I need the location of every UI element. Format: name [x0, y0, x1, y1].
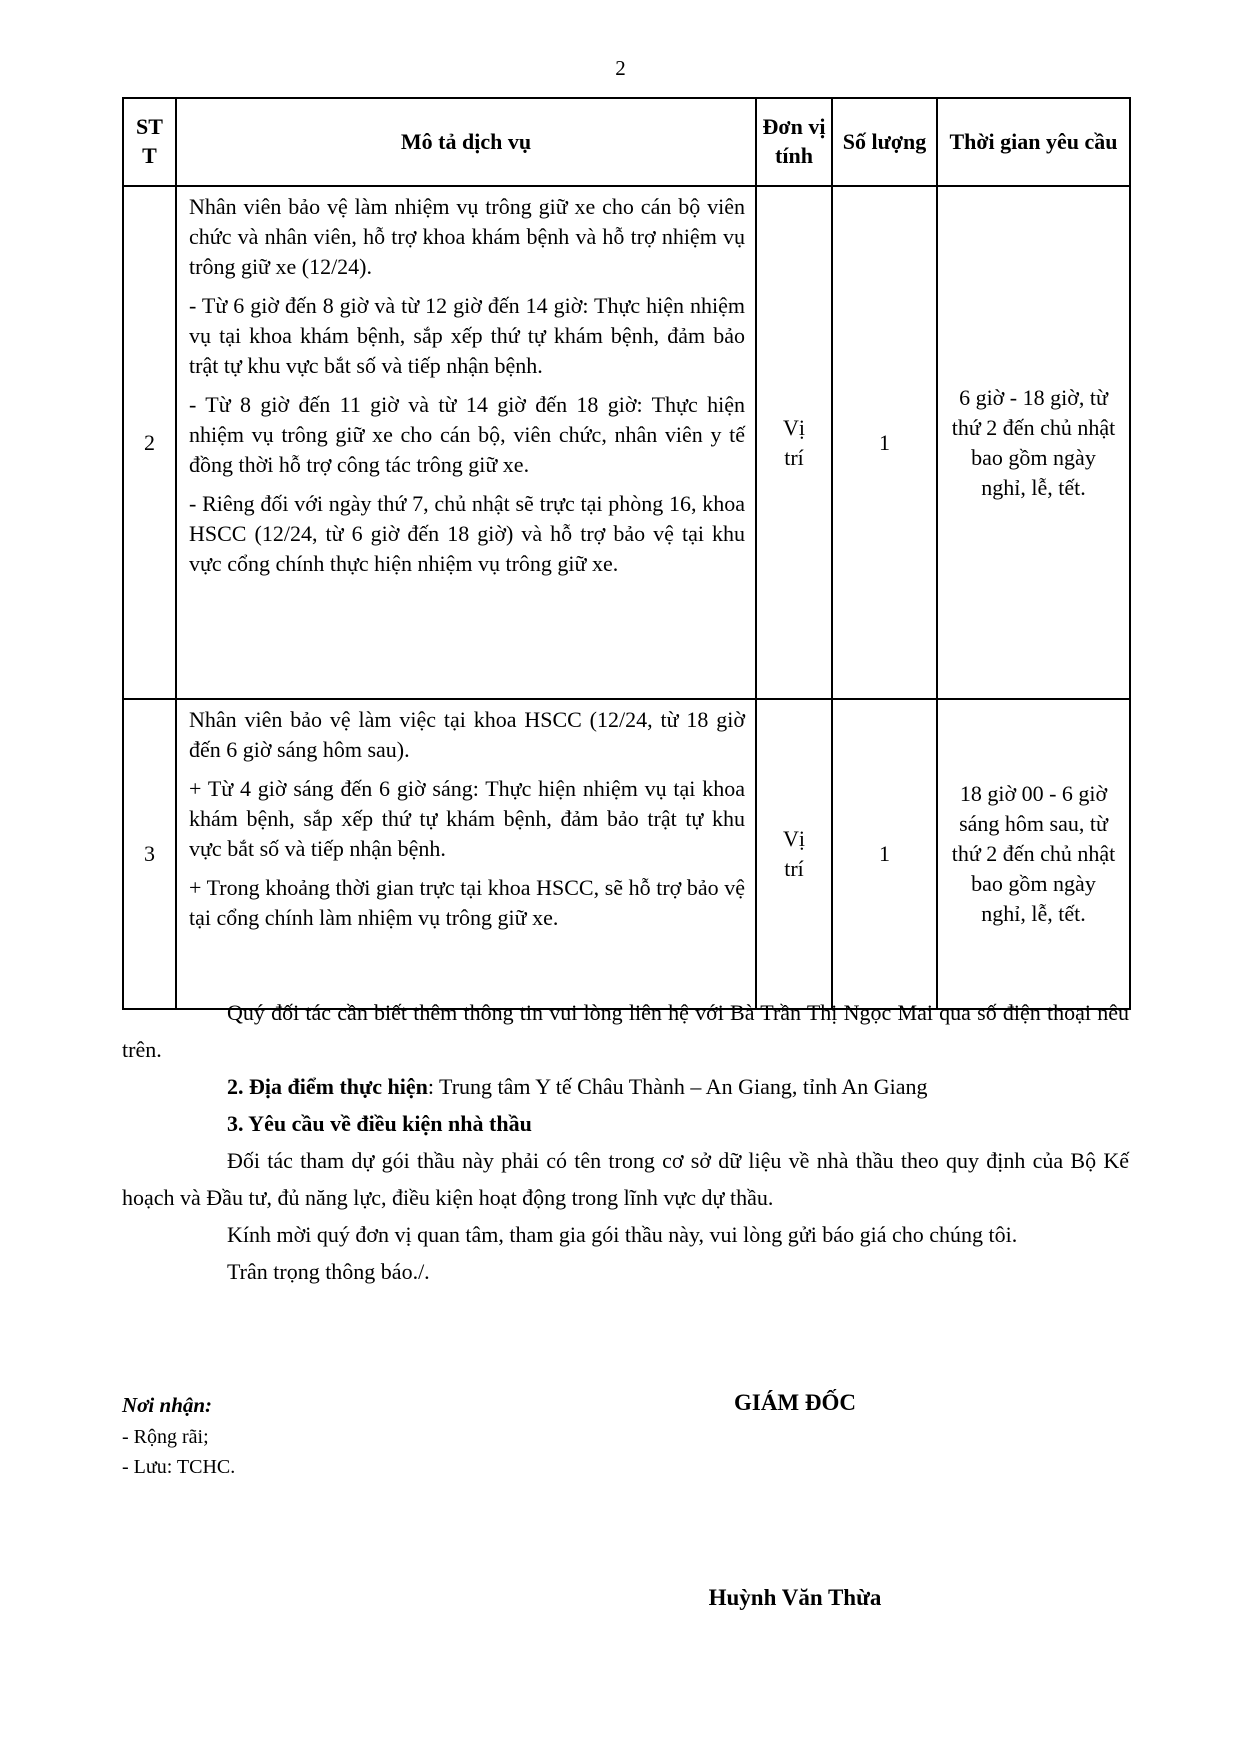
- description-paragraph: + Từ 4 giờ sáng đến 6 giờ sáng: Thực hiện nhiệm vụ tại khoa khám bệnh, sắp xếp thứ tự khám bệnh, đảm bảo trật tự khu vực bắt số và tiếp nhận bệnh.: [189, 776, 745, 861]
- service-description: [176, 699, 756, 1009]
- quantity-cell: 1: [832, 699, 937, 1009]
- table-row: [123, 699, 1130, 1009]
- service-description: [176, 186, 756, 699]
- recipients-label: Nơi nhận:: [122, 1393, 213, 1417]
- section3-label: 3. Yêu cầu về điều kiện nhà thầu: [227, 1111, 532, 1136]
- recipient-item: - Rộng rãi;: [122, 1426, 209, 1448]
- col-header-time: Thời gian yêu cầu: [937, 98, 1130, 186]
- unit-cell: [756, 699, 832, 1009]
- page-number: 2: [615, 56, 626, 80]
- services-table: [122, 97, 1131, 1010]
- description-paragraph: Nhân viên bảo vệ làm nhiệm vụ trông giữ xe cho cán bộ viên chức và nhân viên, hỗ trợ khoa khám bệnh và hỗ trợ nhiệm vụ trông giữ xe (12/24).: [189, 194, 745, 279]
- unit-value: Vị trí: [783, 414, 805, 470]
- section2-text: : Trung tâm Y tế Châu Thành – An Giang, tỉnh An Giang: [427, 1074, 928, 1099]
- section2-label: 2. Địa điểm thực hiện: [227, 1074, 428, 1099]
- col-header-quantity: Số lượng: [832, 98, 937, 186]
- closing-line: Trân trọng thông báo./.: [227, 1259, 430, 1284]
- section3-heading: [122, 1105, 1129, 1142]
- recipient-item: - Lưu: TCHC.: [122, 1456, 236, 1478]
- section2-paragraph: [122, 1068, 1129, 1105]
- col-header-stt: STT: [123, 98, 176, 186]
- description-paragraph: - Từ 8 giờ đến 11 giờ và từ 14 giờ đến 18 giờ: Thực hiện nhiệm vụ trông giữ xe cho cán bộ, viên chức, nhân viên y tế đồng thời hỗ trợ công tác trông giữ xe.: [189, 392, 745, 477]
- table-header-row: [123, 98, 1130, 186]
- time-cell: [937, 699, 1130, 1009]
- quantity-cell: 1: [832, 186, 937, 699]
- requirement-paragraph: Đối tác tham dự gói thầu này phải có tên trong cơ sở dữ liệu về nhà thầu theo quy định của Bộ Kế hoạch và Đầu tư, đủ năng lực, điều kiện hoạt động trong lĩnh vực dự thầu.: [122, 1148, 1129, 1210]
- description-paragraph: Nhân viên bảo vệ làm việc tại khoa HSCC (12/24, từ 18 giờ đến 6 giờ sáng hôm sau).: [189, 707, 745, 762]
- description-paragraph: + Trong khoảng thời gian trực tại khoa HSCC, sẽ hỗ trợ bảo vệ tại cổng chính làm nhiệm vụ trông giữ xe.: [189, 875, 745, 930]
- description-paragraph: - Riêng đối với ngày thứ 7, chủ nhật sẽ trực tại phòng 16, khoa HSCC (12/24, từ 6 giờ đến 18 giờ) và hỗ trợ bảo vệ tại khu vực cổng chính thực hiện nhiệm vụ trông giữ xe.: [189, 491, 745, 576]
- col-header-description: Mô tả dịch vụ: [176, 98, 756, 186]
- contact-paragraph: Quý đối tác cần biết thêm thông tin vui lòng liên hệ với Bà Trần Thị Ngọc Mai qua số điện thoại nêu trên.: [122, 1000, 1129, 1062]
- time-cell: [937, 186, 1130, 699]
- time-value: 6 giờ - 18 giờ, từ thứ 2 đến chủ nhật bao gồm ngày nghỉ, lễ, tết.: [951, 384, 1116, 500]
- recipients-block: [122, 1390, 235, 1482]
- unit-value: Vị trí: [783, 826, 805, 881]
- signature-title: GIÁM ĐỐC: [733, 1390, 857, 1415]
- description-paragraph: - Từ 6 giờ đến 8 giờ và từ 12 giờ đến 14 giờ: Thực hiện nhiệm vụ tại khoa khám bệnh, sắp xếp thứ tự khám bệnh, đảm bảo trật tự khu vực bắt số và tiếp nhận bệnh.: [189, 293, 745, 378]
- row-number: 2: [123, 186, 176, 699]
- table-row: [123, 186, 1130, 699]
- row-number: 3: [123, 699, 176, 1009]
- time-value: 18 giờ 00 - 6 giờ sáng hôm sau, từ thứ 2 đến chủ nhật bao gồm ngày nghỉ, lễ, tết.: [951, 781, 1116, 926]
- col-header-unit: Đơn vị tính: [756, 98, 832, 186]
- invitation-paragraph: Kính mời quý đơn vị quan tâm, tham gia gói thầu này, vui lòng gửi báo giá cho chúng tôi.: [227, 1222, 1018, 1247]
- signature-name: Huỳnh Văn Thừa: [708, 1585, 882, 1610]
- unit-cell: [756, 186, 832, 699]
- body-text: [122, 994, 1129, 1290]
